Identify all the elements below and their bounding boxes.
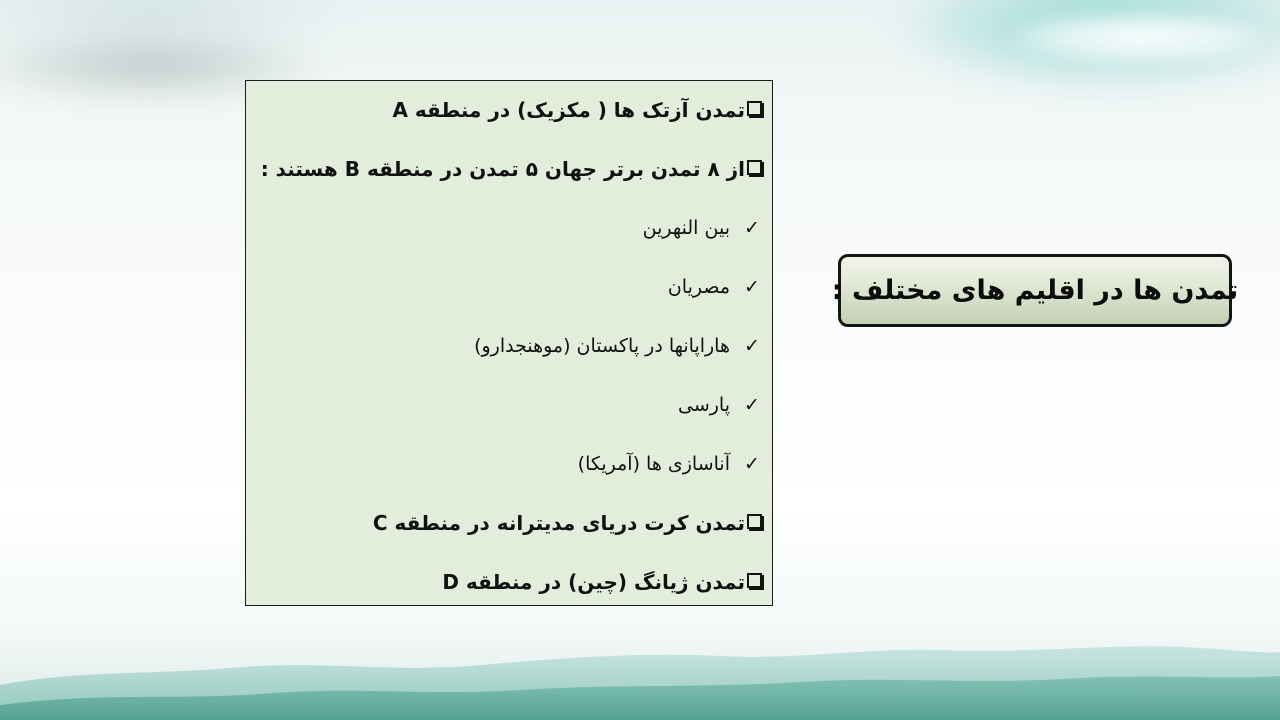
checkmark-icon: ✓ <box>744 275 760 298</box>
list-item-subitem <box>256 211 762 245</box>
slide-title-box <box>831 254 1239 327</box>
list-item-subitem <box>256 329 762 363</box>
list-item-text: آناسازی ها (آمریکا) <box>577 453 730 475</box>
list-item-text: پارسی <box>677 394 730 416</box>
checkbox-square-icon <box>747 101 762 116</box>
list-item-heading <box>256 93 762 127</box>
list-item-text: از ۸ تمدن برتر جهان ۵ تمدن در منطقه B هستند : <box>260 157 745 181</box>
list-item-heading <box>256 152 762 186</box>
list-item-text: تمدن ژیانگ (چین) در منطقه D <box>442 570 745 594</box>
checkbox-square-icon <box>747 514 762 529</box>
list-item-heading <box>256 565 762 599</box>
slide-title: تمدن ها در اقلیم های مختلف : <box>831 275 1239 306</box>
list-item-subitem <box>256 388 762 422</box>
checkmark-icon: ✓ <box>744 393 760 416</box>
background-cloud-right <box>1010 10 1270 65</box>
content-panel <box>245 80 773 606</box>
checkmark-icon: ✓ <box>744 216 760 239</box>
list-item-text: بین النهرین <box>642 217 730 239</box>
list-item-text: مصریان <box>667 276 730 298</box>
list-item-text: تمدن کرت دریای مدیترانه در منطقه C <box>372 511 745 535</box>
checkbox-square-icon <box>747 160 762 175</box>
checkmark-icon: ✓ <box>744 334 760 357</box>
checkmark-icon: ✓ <box>744 452 760 475</box>
list-item-text: تمدن آزتک ها ( مکزیک) در منطقه A <box>392 98 745 122</box>
list-item-heading <box>256 506 762 540</box>
checkbox-square-icon <box>747 573 762 588</box>
list-item-subitem <box>256 447 762 481</box>
list-item-text: هاراپانها در پاکستان (موهنجدارو) <box>474 335 730 357</box>
background-mountains <box>0 630 1280 720</box>
list-item-subitem <box>256 270 762 304</box>
